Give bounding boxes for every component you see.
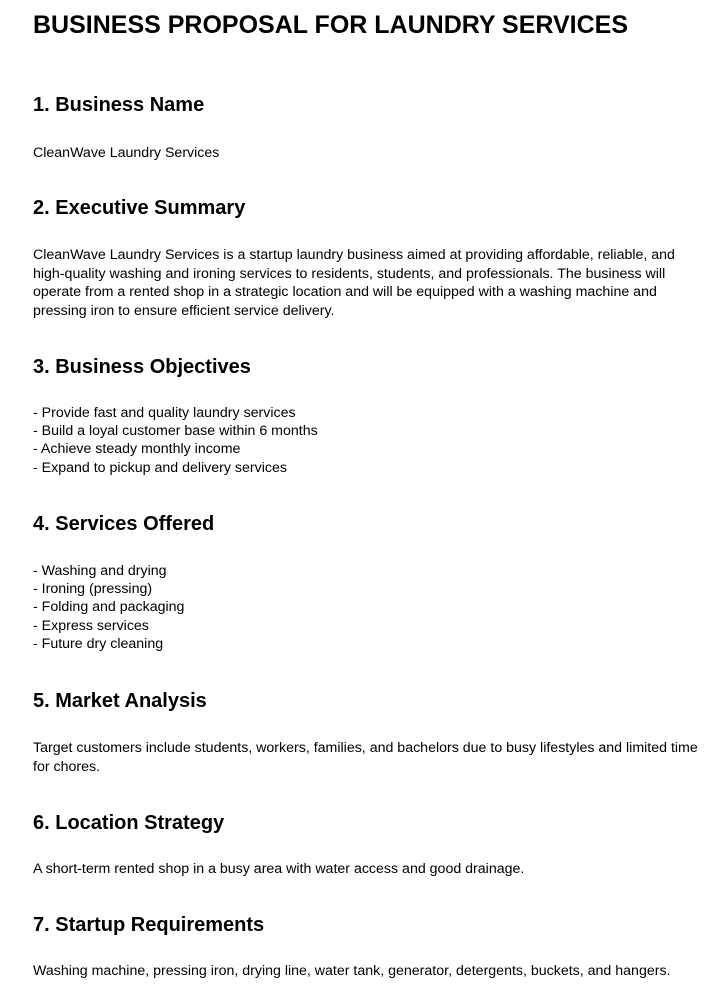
- section-heading-services-offered: 4. Services Offered: [33, 513, 215, 535]
- list-item: - Future dry cleaning: [33, 635, 184, 653]
- section-heading-location-strategy: 6. Location Strategy: [33, 812, 225, 834]
- list-item: - Expand to pickup and delivery services: [33, 459, 318, 477]
- business-objectives-list: [33, 404, 318, 477]
- list-item: - Express services: [33, 617, 184, 635]
- business-name-text: CleanWave Laundry Services: [33, 145, 220, 161]
- list-item: - Ironing (pressing): [33, 580, 184, 598]
- location-strategy-text: A short-term rented shop in a busy area with water access and good drainage.: [33, 861, 525, 877]
- section-heading-business-name: 1. Business Name: [33, 94, 205, 116]
- list-item: - Provide fast and quality laundry services: [33, 404, 318, 422]
- section-heading-executive-summary: 2. Executive Summary: [33, 197, 246, 219]
- list-item: - Washing and drying: [33, 562, 184, 580]
- section-heading-startup-requirements: 7. Startup Requirements: [33, 914, 265, 936]
- services-offered-list: [33, 562, 184, 653]
- section-heading-business-objectives: 3. Business Objectives: [33, 356, 251, 378]
- market-analysis-text: Target customers include students, workers, families, and bachelors due to busy lifestyles and limited time for chores.: [33, 740, 698, 775]
- document-title: BUSINESS PROPOSAL FOR LAUNDRY SERVICES: [33, 11, 629, 39]
- list-item: - Achieve steady monthly income: [33, 440, 318, 458]
- section-heading-market-analysis: 5. Market Analysis: [33, 690, 207, 712]
- list-item: - Folding and packaging: [33, 598, 184, 616]
- executive-summary-text: CleanWave Laundry Services is a startup laundry business aimed at providing affordable, reliable, and high-quality washing and ironing services to residents, students, and professionals. The business will operate from a rented shop in a strategic location and will be equipped with a washing machine and pressing iron to ensure efficient service delivery.: [33, 247, 675, 319]
- startup-requirements-text: Washing machine, pressing iron, drying line, water tank, generator, detergents, buckets, and hangers.: [33, 963, 671, 979]
- list-item: - Build a loyal customer base within 6 months: [33, 422, 318, 440]
